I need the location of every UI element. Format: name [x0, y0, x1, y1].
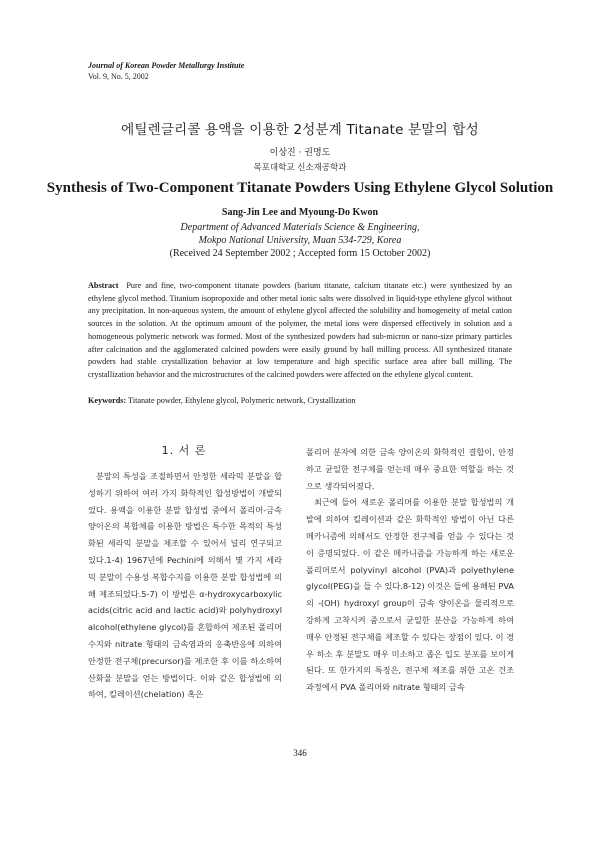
korean-authors: 이상진 · 권명도 [269, 148, 331, 158]
korean-title: 에틸렌글리콜 용액을 이용한 2성분계 Titanate 분말의 합성 [121, 122, 479, 138]
keywords [88, 396, 512, 405]
english-affiliation-line-2: Mokpo National University, Muan 534-729, Korea [198, 235, 402, 246]
english-title: Synthesis of Two-Component Titanate Powders Using Ethylene Glycol Solution [46, 180, 554, 196]
abstract [88, 280, 512, 382]
section-heading-introduction: 1. 서 론 [161, 444, 207, 457]
abstract-text: Pure and fine, two-component titanate powders (barium titanate, calcium titanate etc.) were synthesized by an ethylene glycol method. Titanium isopropoxide and other metal ionic salts were dissolved in liquid-type ethylene glycol without any precipitation. In non-aqueous system, the amount of ethylene glycol affected the solubility and homogeneity of metal cation sources in the solution. At the optimum amount of the polymer, the metal ions were dispersed effectively in solution and a homogeneous polymeric network was formed. Most of the synthesized powders had sub-micron or nano-size primary particles after calcination and the agglomerated calcined powders were easily ground by ball milling process. All synthesized titanate powders had stable crystallization behavior at low temperature and high specific surface area after ball milling. The crystallization behavior and the microstructures of the calcined powders were affected on the ethylene glycol content. [88, 281, 513, 379]
journal-name: Journal of Korean Powder Metallurgy Institute [88, 61, 245, 70]
keywords-label: Keywords: [88, 396, 127, 405]
page-number: 346 [293, 748, 307, 758]
right-paragraph-2: 최근에 들어 새로운 폴리머를 이용한 분말 합성법의 개발에 의하여 킬레이션과 같은 화학적인 방법이 아닌 다른 메카니즘에 의해서도 안정한 전구체를 얻을 수 있다는 것이 증명되었다. 이 같은 메카니즘을 가능하게 하는 새로운 폴리머로서 polyvinyl alcohol (PVA)과 polyethylene glycol(PEG)을 들 수 있다.8-12) 이것은 들에 용해된 PVA의 -(OH) hydroxyl group이 금속 양이온을 물리적으로 강하게 고착시켜 줌으로서 균일한 분산을 가능하게 하여 매우 안정된 전구체를 제조할 수 있다는 장점이 있다. 이 경우 하소 후 분말도 매우 미소하고 좁은 입도 분포를 보이게 된다. 또 한가지의 특징은, 전구체 제조를 위한 고온 건조 과정에서 PVA 폴리머와 nitrate 형태의 금속 [306, 497, 514, 693]
english-authors: Sang-Jin Lee and Myoung-Do Kwon [221, 207, 379, 218]
right-paragraph-1: 폴리머 분자에 의한 금속 양이온의 화학적인 결합이, 안정하고 균일한 전구체를 얻는데 매우 중요한 역할을 하는 것으로 생각되어졌다. [306, 447, 514, 491]
keywords-text: Titanate powder, Ethylene glycol, Polymeric network, Crystallization [128, 396, 356, 405]
english-affiliation-line-1: Department of Advanced Materials Science & Engineering, [180, 222, 420, 233]
received-accepted-dates: (Received 24 September 2002 ; Accepted form 15 October 2002) [169, 248, 431, 259]
left-paragraph-1: 분말의 특성을 조절하면서 안정한 세라믹 분말을 합성하기 위하여 여러 가지 화학적인 합성방법이 개발되었다. 용액을 이용한 분말 합성법 중에서 폴리머-금속 양이온의 복합체를 이용한 방법은 특수한 목적의 특성화된 세라믹 분말을 제조할 수 있어서 널리 연구되고 있다.1-4) 1967년에 Pechini에 의해서 몇 가지 세라믹 분말이 수용성 복합수지를 이용한 분말 합성법에 의해 제조되었다.5-7) 이 방법은 α-hydroxycarboxylic acids(citric acid and lactic acid)와 polyhydroxyl alcohol(ethylene glycol)를 혼합하여 제조된 폴리머 수지와 nitrate 형태의 금속염과의 응축반응에 의하여 안정한 전구체(precursor)를 제조한 후 이를 하소하여 산화물 분말을 얻는 방법이다. 이와 같은 합성법에 의하여, 킬레이션(chelation) 혹은 [88, 471, 282, 700]
journal-header [88, 60, 244, 82]
journal-volume: Vol. 9, No. 5, 2002 [88, 72, 149, 81]
left-column [88, 468, 282, 703]
korean-affiliation: 목포대학교 신소재공학과 [253, 163, 347, 173]
right-column [306, 444, 514, 696]
abstract-label: Abstract [88, 281, 119, 290]
